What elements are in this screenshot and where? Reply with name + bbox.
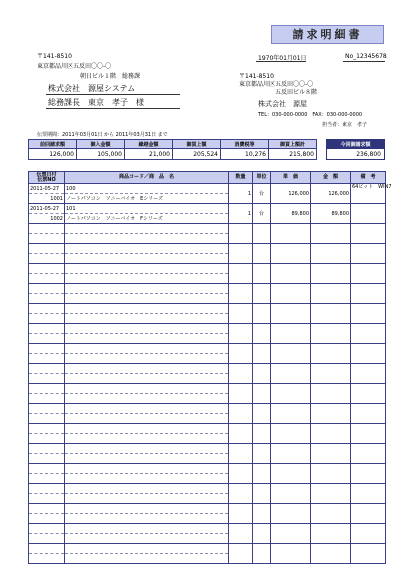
empty-cell — [65, 434, 229, 444]
empty-row — [29, 304, 386, 314]
empty-cell — [29, 534, 65, 544]
row-amount-cell: 89,800 — [311, 204, 351, 224]
empty-cell — [351, 344, 386, 364]
empty-cell — [29, 484, 65, 494]
recipient-building: 朝日ビル１階 総務課 — [80, 73, 141, 80]
row-code: 100 — [65, 184, 229, 194]
empty-cell — [29, 434, 65, 444]
empty-cell — [65, 294, 229, 304]
empty-cell — [271, 224, 311, 244]
empty-cell — [253, 404, 271, 424]
empty-cell — [65, 344, 229, 354]
empty-cell — [311, 444, 351, 464]
empty-cell — [253, 284, 271, 304]
empty-row — [29, 364, 386, 374]
empty-row — [29, 524, 386, 534]
row-code: 101 — [65, 204, 229, 214]
empty-cell — [253, 424, 271, 444]
empty-cell — [65, 254, 229, 264]
row-unit-cell: 台 — [253, 184, 271, 204]
empty-cell — [65, 474, 229, 484]
empty-cell — [65, 364, 229, 374]
empty-cell — [311, 544, 351, 564]
empty-cell — [311, 524, 351, 544]
empty-cell — [29, 334, 65, 344]
empty-cell — [351, 424, 386, 444]
empty-cell — [271, 504, 311, 524]
empty-row — [29, 504, 386, 514]
empty-cell — [311, 464, 351, 484]
empty-cell — [65, 314, 229, 324]
empty-cell — [29, 234, 65, 244]
empty-cell — [29, 554, 65, 564]
empty-cell — [29, 294, 65, 304]
empty-cell — [253, 304, 271, 324]
detail-header-row — [29, 172, 386, 184]
empty-row — [29, 264, 386, 274]
empty-cell — [65, 484, 229, 494]
empty-cell — [29, 254, 65, 264]
empty-cell — [65, 264, 229, 274]
empty-cell — [311, 484, 351, 504]
empty-cell — [253, 264, 271, 284]
empty-cell — [351, 224, 386, 244]
empty-row — [29, 424, 386, 434]
sender-postal: 〒141-8510 — [239, 73, 274, 80]
header-unit: 単位 — [253, 172, 271, 184]
empty-cell — [65, 524, 229, 534]
summary-header: 前回請求額 — [29, 140, 77, 149]
empty-cell — [351, 404, 386, 424]
row-product-name: ノートパソコン ソニーバイオ Eシリーズ — [65, 194, 229, 204]
empty-row — [29, 284, 386, 294]
empty-cell — [29, 474, 65, 484]
empty-cell — [271, 244, 311, 264]
summary-value: 10,276 — [221, 149, 269, 160]
empty-cell — [65, 234, 229, 244]
empty-cell — [229, 264, 253, 284]
empty-cell — [29, 264, 65, 274]
empty-cell — [29, 464, 65, 474]
detail-table — [28, 171, 392, 564]
summary-header: 御買上額 — [173, 140, 221, 149]
empty-cell — [253, 464, 271, 484]
sender-phone: TEL：030-000-0000 FAX：030-000-0000 — [258, 112, 363, 118]
empty-row — [29, 404, 386, 414]
total-box — [326, 139, 385, 160]
empty-cell — [351, 324, 386, 344]
empty-cell — [29, 374, 65, 384]
row-qty-cell: 1 — [229, 184, 253, 204]
empty-cell — [351, 524, 386, 544]
empty-cell — [271, 324, 311, 344]
summary-value: 126,000 — [29, 149, 77, 160]
empty-cell — [271, 424, 311, 444]
row-date: 2011-05-27 — [29, 184, 65, 194]
summary-header: 御入金額 — [77, 140, 125, 149]
empty-cell — [29, 274, 65, 284]
empty-row — [29, 224, 386, 234]
recipient-company: 株式会社 源屋システム — [48, 84, 136, 93]
empty-cell — [311, 324, 351, 344]
row-price-cell: 126,000 — [271, 184, 311, 204]
empty-cell — [29, 494, 65, 504]
table-row — [29, 204, 386, 214]
empty-cell — [351, 244, 386, 264]
empty-cell — [351, 544, 386, 564]
empty-cell — [65, 534, 229, 544]
empty-cell — [65, 444, 229, 454]
recipient-address: 東京都品川区五反田〇〇-〇 — [37, 63, 112, 70]
empty-cell — [65, 224, 229, 234]
empty-cell — [253, 524, 271, 544]
header-note: 備 考 — [351, 172, 386, 184]
empty-cell — [29, 364, 65, 374]
empty-row — [29, 544, 386, 554]
empty-cell — [253, 504, 271, 524]
empty-cell — [29, 454, 65, 464]
empty-cell — [253, 384, 271, 404]
empty-cell — [65, 244, 229, 254]
header-product: 商品コード／商 品 名 — [65, 172, 229, 184]
empty-cell — [229, 284, 253, 304]
empty-cell — [351, 264, 386, 284]
header-price: 単 価 — [271, 172, 311, 184]
recipient-person-underline — [46, 108, 180, 109]
empty-cell — [29, 314, 65, 324]
empty-cell — [351, 504, 386, 524]
empty-cell — [29, 344, 65, 354]
summary-value: 205,524 — [173, 149, 221, 160]
empty-cell — [253, 544, 271, 564]
total-value: 236,800 — [327, 149, 385, 160]
empty-cell — [29, 404, 65, 414]
date-underline — [256, 61, 306, 62]
summary-header: 消費税等 — [221, 140, 269, 149]
summary-header-row — [29, 140, 317, 149]
empty-cell — [271, 364, 311, 384]
empty-cell — [65, 304, 229, 314]
empty-cell — [229, 224, 253, 244]
empty-row — [29, 384, 386, 394]
empty-cell — [351, 484, 386, 504]
empty-cell — [29, 284, 65, 294]
empty-cell — [253, 324, 271, 344]
empty-cell — [311, 384, 351, 404]
empty-cell — [229, 464, 253, 484]
summary-value: 21,000 — [125, 149, 173, 160]
empty-row — [29, 464, 386, 474]
document-number: No_12345678 — [345, 53, 387, 60]
empty-cell — [29, 504, 65, 514]
empty-cell — [229, 324, 253, 344]
recipient-company-underline — [46, 94, 180, 95]
empty-cell — [229, 304, 253, 324]
summary-header: 繰越金額 — [125, 140, 173, 149]
empty-cell — [253, 244, 271, 264]
empty-cell — [65, 514, 229, 524]
empty-cell — [29, 244, 65, 254]
sender-building: 五反田ビル８階 — [275, 89, 318, 96]
empty-cell — [229, 424, 253, 444]
empty-cell — [271, 544, 311, 564]
empty-cell — [229, 484, 253, 504]
empty-cell — [29, 384, 65, 394]
empty-cell — [271, 524, 311, 544]
empty-cell — [29, 544, 65, 554]
empty-row — [29, 444, 386, 454]
empty-cell — [65, 504, 229, 514]
empty-cell — [351, 444, 386, 464]
detail-body — [29, 184, 392, 564]
empty-cell — [29, 524, 65, 534]
empty-cell — [311, 244, 351, 264]
empty-cell — [29, 324, 65, 334]
empty-cell — [271, 284, 311, 304]
empty-cell — [271, 464, 311, 484]
empty-cell — [29, 394, 65, 404]
row-amount-cell: 126,000 — [311, 184, 351, 204]
empty-cell — [253, 344, 271, 364]
total-label: 今回御請求額 — [327, 140, 385, 149]
empty-cell — [271, 344, 311, 364]
empty-cell — [65, 394, 229, 404]
empty-cell — [311, 424, 351, 444]
empty-cell — [271, 384, 311, 404]
empty-cell — [229, 444, 253, 464]
empty-cell — [311, 264, 351, 284]
sender-company: 株式会社 源屋 — [258, 100, 307, 108]
empty-cell — [253, 444, 271, 464]
empty-cell — [271, 264, 311, 284]
empty-cell — [311, 364, 351, 384]
empty-cell — [253, 224, 271, 244]
empty-cell — [29, 414, 65, 424]
row-no: 1002 — [29, 214, 65, 224]
document-date: 1970年01月01日 — [258, 55, 307, 62]
number-underline — [343, 61, 385, 62]
empty-cell — [311, 284, 351, 304]
empty-cell — [65, 424, 229, 434]
empty-cell — [253, 484, 271, 504]
row-qty-cell: 1 — [229, 204, 253, 224]
empty-cell — [229, 364, 253, 384]
empty-cell — [311, 404, 351, 424]
row-note-cell — [351, 204, 386, 224]
row-date: 2011-05-27 — [29, 204, 65, 214]
empty-cell — [351, 464, 386, 484]
empty-cell — [311, 504, 351, 524]
empty-cell — [351, 364, 386, 384]
empty-cell — [351, 384, 386, 404]
empty-cell — [65, 334, 229, 344]
empty-cell — [29, 444, 65, 454]
empty-cell — [29, 354, 65, 364]
recipient-postal: 〒141-8510 — [37, 53, 72, 60]
empty-cell — [65, 464, 229, 474]
billing-period: 伝票期間：2011年03月01日 から 2011年03月31日 まで — [37, 132, 168, 138]
summary-value: 105,000 — [77, 149, 125, 160]
empty-cell — [65, 544, 229, 554]
empty-cell — [311, 344, 351, 364]
empty-cell — [351, 284, 386, 304]
empty-cell — [65, 384, 229, 394]
empty-cell — [65, 374, 229, 384]
recipient-person: 総務課長 東京 孝子 様 — [48, 98, 144, 107]
empty-row — [29, 484, 386, 494]
empty-cell — [29, 514, 65, 524]
empty-cell — [229, 504, 253, 524]
header-date: 伝票日付 伝票NO — [29, 172, 65, 184]
table-row — [29, 184, 386, 194]
sender-contact: 担当者：東京 孝子 — [322, 122, 368, 128]
empty-cell — [65, 404, 229, 414]
empty-cell — [271, 484, 311, 504]
empty-cell — [229, 244, 253, 264]
empty-cell — [65, 354, 229, 364]
empty-cell — [271, 444, 311, 464]
empty-cell — [253, 364, 271, 384]
empty-cell — [271, 404, 311, 424]
empty-cell — [311, 304, 351, 324]
document-title: 請求明細書 — [271, 25, 384, 44]
empty-cell — [229, 544, 253, 564]
empty-cell — [229, 344, 253, 364]
summary-value-row — [29, 149, 317, 160]
empty-cell — [229, 404, 253, 424]
empty-cell — [29, 304, 65, 314]
empty-row — [29, 324, 386, 334]
summary-value: 215,800 — [269, 149, 317, 160]
header-qty: 数量 — [229, 172, 253, 184]
empty-cell — [271, 304, 311, 324]
empty-cell — [229, 524, 253, 544]
empty-cell — [65, 324, 229, 334]
row-price-cell: 89,800 — [271, 204, 311, 224]
empty-cell — [311, 224, 351, 244]
empty-cell — [351, 304, 386, 324]
empty-cell — [65, 284, 229, 294]
empty-row — [29, 344, 386, 354]
empty-cell — [65, 494, 229, 504]
empty-cell — [65, 454, 229, 464]
row-unit-cell: 台 — [253, 204, 271, 224]
header-amount: 金 額 — [311, 172, 351, 184]
empty-cell — [29, 424, 65, 434]
empty-cell — [65, 274, 229, 284]
empty-cell — [29, 224, 65, 234]
row-note-cell: 64ビット WIN7 — [351, 184, 386, 204]
row-product-name: ノートパソコン ソニーバイオ Fシリーズ — [65, 214, 229, 224]
summary-table — [28, 139, 317, 160]
sender-address: 東京都品川区五反田〇〇-〇 — [239, 81, 314, 88]
empty-cell — [65, 414, 229, 424]
summary-header: 御買上額計 — [269, 140, 317, 149]
empty-cell — [229, 384, 253, 404]
row-no: 1001 — [29, 194, 65, 204]
empty-row — [29, 244, 386, 254]
empty-cell — [65, 554, 229, 564]
